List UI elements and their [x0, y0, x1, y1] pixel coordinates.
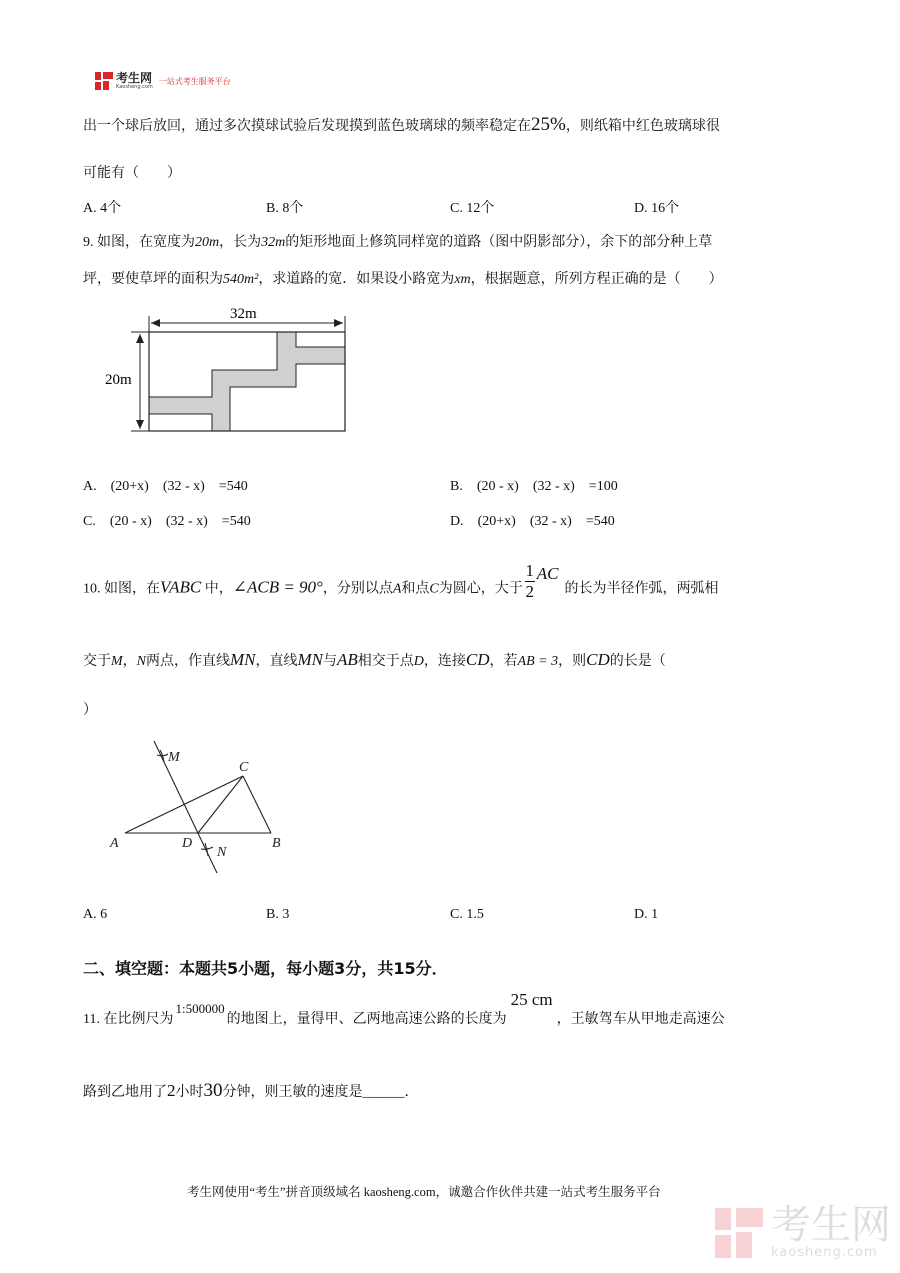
- footer-text: 考生网使用“考生”拼音顶级域名 kaosheng.com，诚邀合作伙伴共建一站式考生服务平台: [187, 1185, 661, 1199]
- fraction-ac: AC: [536, 563, 559, 583]
- q10-line3: ）: [83, 703, 97, 718]
- height-label: 20m: [105, 372, 132, 388]
- q9-option-b: B. (20 - x) (32 - x) =100: [450, 479, 618, 494]
- triangle-figure: [109, 741, 281, 873]
- q8-line1: 出一个球后放回，通过多次摸球试验后发现摸到蓝色玻璃球的频率稳定在25%，则纸箱中红色玻璃球很: [83, 114, 720, 135]
- q9-line1: 9. 如图，在宽度为20m，长为32m的矩形地面上修筑同样宽的道路（图中阴影部分），余下的部分种上草: [83, 235, 713, 250]
- svg-text:B: B: [272, 836, 281, 851]
- svg-text:D: D: [182, 836, 193, 851]
- q10-option-d: D. 1: [634, 907, 659, 922]
- q10-option-c: C. 1.5: [450, 907, 484, 922]
- svg-text:M: M: [168, 750, 180, 765]
- q8-option-a: A. 4个: [83, 201, 122, 216]
- q9-option-c: C. (20 - x) (32 - x) =540: [83, 514, 251, 529]
- svg-text:N: N: [217, 845, 227, 860]
- watermark-logo: 考生网 kaosheng.com: [715, 1205, 891, 1260]
- section-heading: 二、填空题：本题共5小题，每小题3分，共15分．: [83, 959, 448, 978]
- q9-line2: 坪，要使草坪的面积为540m²，求道路的宽．如果设小路宽为xm，根据题意，所列方程正确的是（ ）: [83, 272, 723, 287]
- q8-line2: 可能有（ ）: [83, 166, 181, 181]
- map-length: 25 cm: [510, 990, 553, 1009]
- q10-option-b: B. 3: [266, 907, 290, 922]
- svg-text:A: A: [110, 836, 119, 851]
- q9-option-a: A. (20+x) (32 - x) =540: [83, 479, 248, 494]
- q10-line2: 交于M，N两点，作直线MN，直线MN与AB相交于点D，连接CD，若AB = 3，则CD的长是（: [83, 650, 666, 669]
- q10-line1: 10. 如图，在VABC 中，∠ACB = 90°，分别以点A和点C为圆心，大于 $\frac{1}{2}$ AC的长为半径作弧，两弧相: [83, 561, 719, 601]
- fraction-half: $\frac{1}{2}$: [525, 561, 535, 601]
- map-scale: 1:500000: [175, 1001, 225, 1016]
- q8-option-b: B. 8个: [266, 201, 304, 216]
- brand-sub: Kaosheng.com: [116, 83, 153, 90]
- brand-name: 考生网: [116, 70, 153, 85]
- q10-option-a: A. 6: [83, 907, 108, 922]
- watermark-logo-icon: [715, 1208, 763, 1258]
- road-figure: [105, 306, 345, 431]
- q8-option-c: C. 12个: [450, 201, 495, 216]
- q9-option-d: D. (20+x) (32 - x) =540: [450, 514, 615, 529]
- tagline: 一站式考生服务平台: [158, 76, 231, 86]
- q11-line1: 11. 在比例尺为1:500000的地图上，量得甲、乙两地高速公路的长度为25 cm，王敏驾车从甲地走高速公: [83, 990, 725, 1027]
- road-shading: [149, 332, 345, 431]
- q11-line2: 路到乙地用了2小时30分钟，则王敏的速度是______．: [83, 1080, 419, 1101]
- width-label: 32m: [230, 306, 257, 322]
- svg-text:C: C: [239, 760, 249, 775]
- q8-option-d: D. 16个: [634, 201, 680, 216]
